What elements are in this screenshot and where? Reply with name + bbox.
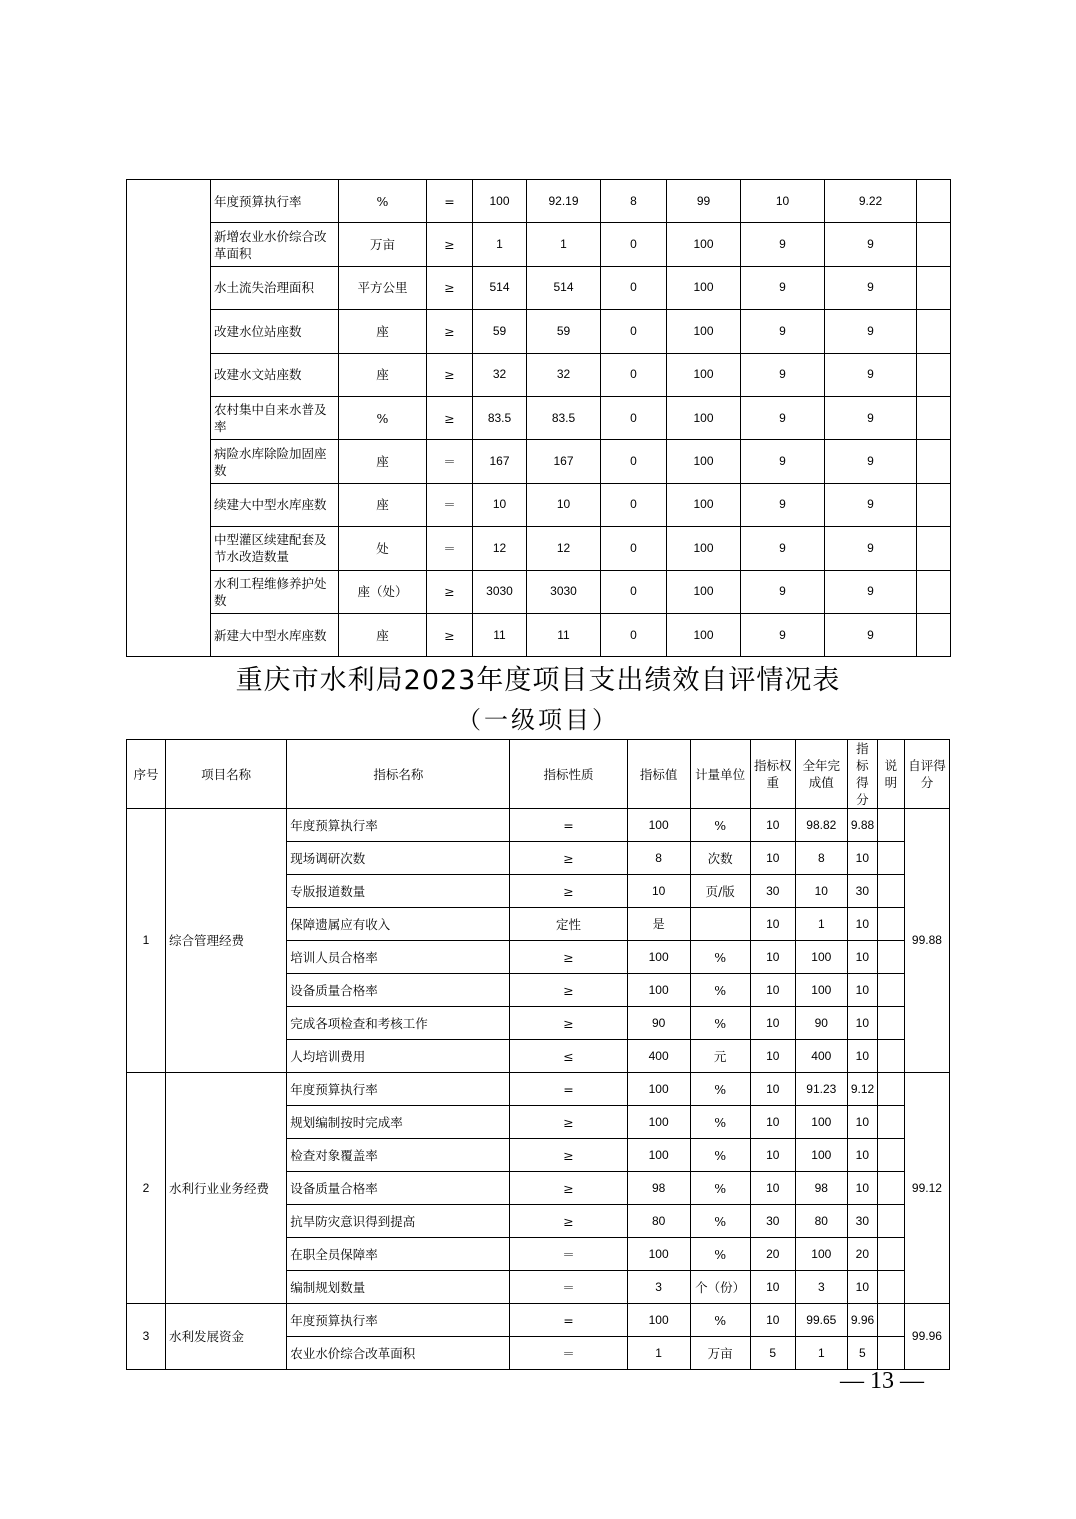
note-cell bbox=[877, 1106, 904, 1139]
completed-value: 100 bbox=[795, 974, 847, 1007]
indicator-value: 400 bbox=[627, 1040, 690, 1073]
blank-merged-cell bbox=[127, 180, 211, 657]
indicator-score: 10 bbox=[847, 1040, 877, 1073]
column-header: 全年完成值 bbox=[795, 740, 847, 809]
note-cell bbox=[877, 1304, 904, 1337]
project-number: 3 bbox=[127, 1304, 166, 1370]
unit-cell: % bbox=[690, 1205, 750, 1238]
value-cell: 0 bbox=[601, 396, 667, 439]
value-cell: 0 bbox=[601, 310, 667, 353]
indicator-name: 新建大中型水库座数 bbox=[211, 613, 339, 656]
operator-cell: ＝ bbox=[427, 483, 473, 526]
unit-cell: % bbox=[690, 809, 750, 842]
completed-value: 80 bbox=[795, 1205, 847, 1238]
indicator-name: 保障遗属应有收入 bbox=[287, 908, 510, 941]
weight-cell: 10 bbox=[750, 1040, 795, 1073]
note-cell bbox=[877, 1205, 904, 1238]
indicator-name: 新增农业水价综合改革面积 bbox=[211, 223, 339, 266]
indicator-score: 10 bbox=[847, 974, 877, 1007]
value-cell: 0 bbox=[601, 483, 667, 526]
unit-cell: 万亩 bbox=[690, 1337, 750, 1370]
actual-value: 83.5 bbox=[527, 396, 601, 439]
indicator-value: 100 bbox=[627, 941, 690, 974]
indicator-value: 98 bbox=[627, 1172, 690, 1205]
note-cell bbox=[917, 613, 951, 656]
unit-cell: % bbox=[690, 941, 750, 974]
score-cell: 9 bbox=[825, 440, 917, 483]
note-cell bbox=[917, 483, 951, 526]
indicator-nature: ＝ bbox=[510, 1337, 627, 1370]
score-cell: 9 bbox=[825, 353, 917, 396]
value-cell: 100 bbox=[667, 310, 741, 353]
actual-value: 1 bbox=[527, 223, 601, 266]
score-cell: 9 bbox=[825, 613, 917, 656]
table-row bbox=[127, 483, 951, 526]
actual-value: 12 bbox=[527, 527, 601, 570]
value-cell: 0 bbox=[601, 613, 667, 656]
indicator-nature: ≤ bbox=[510, 1040, 627, 1073]
indicator-name: 现场调研次数 bbox=[287, 842, 510, 875]
document-subtitle: （一级项目） bbox=[457, 706, 619, 734]
indicator-name: 人均培训费用 bbox=[287, 1040, 510, 1073]
table-row bbox=[127, 570, 951, 613]
indicator-name: 专版报道数量 bbox=[287, 875, 510, 908]
column-header: 指标权重 bbox=[750, 740, 795, 809]
table-row bbox=[127, 353, 951, 396]
indicator-name: 抗旱防灾意识得到提高 bbox=[287, 1205, 510, 1238]
indicator-nature: ≥ bbox=[510, 1172, 627, 1205]
table-row bbox=[127, 527, 951, 570]
note-cell bbox=[877, 908, 904, 941]
value-cell: 0 bbox=[601, 223, 667, 266]
indicator-score: 10 bbox=[847, 1106, 877, 1139]
indicator-score: 9.12 bbox=[847, 1073, 877, 1106]
actual-value: 59 bbox=[527, 310, 601, 353]
weight-cell: 10 bbox=[750, 1304, 795, 1337]
performance-table bbox=[126, 739, 950, 1370]
indicator-nature: = bbox=[510, 1304, 627, 1337]
unit-cell: % bbox=[339, 396, 427, 439]
unit-cell: 座 bbox=[339, 440, 427, 483]
indicator-nature: ≥ bbox=[510, 1139, 627, 1172]
weight-cell: 10 bbox=[750, 941, 795, 974]
note-cell bbox=[917, 310, 951, 353]
value-cell: 100 bbox=[667, 223, 741, 266]
target-value: 100 bbox=[473, 180, 527, 223]
target-value: 1 bbox=[473, 223, 527, 266]
table-row bbox=[127, 310, 951, 353]
completed-value: 100 bbox=[795, 1139, 847, 1172]
weight-cell: 10 bbox=[741, 180, 825, 223]
indicator-name: 完成各项检查和考核工作 bbox=[287, 1007, 510, 1040]
operator-cell: ＝ bbox=[427, 527, 473, 570]
completed-value: 1 bbox=[795, 908, 847, 941]
target-value: 514 bbox=[473, 266, 527, 309]
indicator-name: 年度预算执行率 bbox=[287, 1304, 510, 1337]
completed-value: 8 bbox=[795, 842, 847, 875]
value-cell: 0 bbox=[601, 570, 667, 613]
indicator-name: 年度预算执行率 bbox=[211, 180, 339, 223]
column-header: 指标名称 bbox=[287, 740, 510, 809]
column-header: 指标值 bbox=[627, 740, 690, 809]
indicator-score: 30 bbox=[847, 875, 877, 908]
weight-cell: 9 bbox=[741, 353, 825, 396]
target-value: 32 bbox=[473, 353, 527, 396]
indicator-score: 10 bbox=[847, 1007, 877, 1040]
score-cell: 9 bbox=[825, 527, 917, 570]
weight-cell: 10 bbox=[750, 842, 795, 875]
completed-value: 98.82 bbox=[795, 809, 847, 842]
indicator-value: 10 bbox=[627, 875, 690, 908]
column-header: 指标性质 bbox=[510, 740, 627, 809]
indicator-nature: ≥ bbox=[510, 941, 627, 974]
indicator-score: 10 bbox=[847, 908, 877, 941]
value-cell: 100 bbox=[667, 440, 741, 483]
unit-cell: 座 bbox=[339, 310, 427, 353]
indicator-value: 90 bbox=[627, 1007, 690, 1040]
indicator-name: 病险水库除险加固座数 bbox=[211, 440, 339, 483]
indicator-nature: ＝ bbox=[510, 1271, 627, 1304]
table-row bbox=[127, 809, 950, 842]
indicator-name: 农村集中自来水普及率 bbox=[211, 396, 339, 439]
table-row bbox=[127, 266, 951, 309]
value-cell: 100 bbox=[667, 527, 741, 570]
indicator-score: 30 bbox=[847, 1205, 877, 1238]
value-cell: 100 bbox=[667, 570, 741, 613]
indicator-name: 在职全员保障率 bbox=[287, 1238, 510, 1271]
operator-cell: ≥ bbox=[427, 266, 473, 309]
indicator-value: 1 bbox=[627, 1337, 690, 1370]
unit-cell: 万亩 bbox=[339, 223, 427, 266]
document-title: 重庆市水利局2023年度项目支出绩效自评情况表 bbox=[235, 665, 841, 696]
indicator-score: 10 bbox=[847, 1271, 877, 1304]
indicator-name: 续建大中型水库座数 bbox=[211, 483, 339, 526]
weight-cell: 20 bbox=[750, 1238, 795, 1271]
weight-cell: 10 bbox=[750, 908, 795, 941]
note-cell bbox=[917, 223, 951, 266]
indicator-score: 9.96 bbox=[847, 1304, 877, 1337]
target-value: 12 bbox=[473, 527, 527, 570]
value-cell: 0 bbox=[601, 440, 667, 483]
completed-value: 1 bbox=[795, 1337, 847, 1370]
self-score: 99.88 bbox=[904, 809, 949, 1073]
indicator-value: 100 bbox=[627, 974, 690, 1007]
operator-cell: = bbox=[427, 180, 473, 223]
unit-cell: 平方公里 bbox=[339, 266, 427, 309]
score-cell: 9 bbox=[825, 483, 917, 526]
unit-cell: 座 bbox=[339, 613, 427, 656]
unit-cell: % bbox=[690, 1073, 750, 1106]
indicator-name: 设备质量合格率 bbox=[287, 1172, 510, 1205]
indicator-nature: ≥ bbox=[510, 974, 627, 1007]
target-value: 167 bbox=[473, 440, 527, 483]
unit-cell: 次数 bbox=[690, 842, 750, 875]
weight-cell: 9 bbox=[741, 613, 825, 656]
self-score: 99.12 bbox=[904, 1073, 949, 1304]
column-header: 项目名称 bbox=[166, 740, 287, 809]
weight-cell: 10 bbox=[750, 1073, 795, 1106]
indicator-score: 10 bbox=[847, 941, 877, 974]
weight-cell: 10 bbox=[750, 1007, 795, 1040]
unit-cell: % bbox=[690, 1139, 750, 1172]
indicator-value: 是 bbox=[627, 908, 690, 941]
score-cell: 9 bbox=[825, 310, 917, 353]
unit-cell: % bbox=[690, 1304, 750, 1337]
note-cell bbox=[877, 1073, 904, 1106]
note-cell bbox=[877, 842, 904, 875]
table-row bbox=[127, 180, 951, 223]
score-cell: 9.22 bbox=[825, 180, 917, 223]
actual-value: 11 bbox=[527, 613, 601, 656]
indicator-score: 10 bbox=[847, 1172, 877, 1205]
project-name: 水利行业业务经费 bbox=[166, 1073, 287, 1304]
weight-cell: 30 bbox=[750, 875, 795, 908]
value-cell: 0 bbox=[601, 353, 667, 396]
operator-cell: ≥ bbox=[427, 310, 473, 353]
indicator-nature: ＝ bbox=[510, 1238, 627, 1271]
operator-cell: ≥ bbox=[427, 570, 473, 613]
value-cell: 0 bbox=[601, 266, 667, 309]
score-cell: 9 bbox=[825, 570, 917, 613]
weight-cell: 9 bbox=[741, 440, 825, 483]
target-value: 11 bbox=[473, 613, 527, 656]
note-cell bbox=[917, 396, 951, 439]
indicator-name: 改建水位站座数 bbox=[211, 310, 339, 353]
unit-cell: % bbox=[690, 1238, 750, 1271]
operator-cell: ≥ bbox=[427, 396, 473, 439]
completed-value: 91.23 bbox=[795, 1073, 847, 1106]
table-row bbox=[127, 440, 951, 483]
indicator-nature: = bbox=[510, 809, 627, 842]
completed-value: 100 bbox=[795, 941, 847, 974]
actual-value: 92.19 bbox=[527, 180, 601, 223]
indicator-nature: ≥ bbox=[510, 875, 627, 908]
actual-value: 32 bbox=[527, 353, 601, 396]
indicator-name: 年度预算执行率 bbox=[287, 1073, 510, 1106]
indicator-name: 水土流失治理面积 bbox=[211, 266, 339, 309]
operator-cell: ＝ bbox=[427, 440, 473, 483]
weight-cell: 9 bbox=[741, 266, 825, 309]
table-row bbox=[127, 1073, 950, 1106]
column-header: 说明 bbox=[877, 740, 904, 809]
unit-cell: 页/版 bbox=[690, 875, 750, 908]
weight-cell: 9 bbox=[741, 310, 825, 353]
note-cell bbox=[877, 1271, 904, 1304]
target-value: 10 bbox=[473, 483, 527, 526]
indicator-nature: ≥ bbox=[510, 1007, 627, 1040]
note-cell bbox=[877, 809, 904, 842]
indicator-name: 水利工程维修养护处数 bbox=[211, 570, 339, 613]
note-cell bbox=[917, 353, 951, 396]
indicator-value: 100 bbox=[627, 1106, 690, 1139]
self-score: 99.96 bbox=[904, 1304, 949, 1370]
indicator-name: 年度预算执行率 bbox=[287, 809, 510, 842]
unit-cell bbox=[690, 908, 750, 941]
project-name: 水利发展资金 bbox=[166, 1304, 287, 1370]
completed-value: 100 bbox=[795, 1238, 847, 1271]
column-header: 指标得分 bbox=[847, 740, 877, 809]
indicator-name: 培训人员合格率 bbox=[287, 941, 510, 974]
operator-cell: ≥ bbox=[427, 353, 473, 396]
note-cell bbox=[877, 1337, 904, 1370]
completed-value: 99.65 bbox=[795, 1304, 847, 1337]
weight-cell: 10 bbox=[750, 1106, 795, 1139]
note-cell bbox=[877, 1139, 904, 1172]
actual-value: 10 bbox=[527, 483, 601, 526]
indicator-nature: ≥ bbox=[510, 842, 627, 875]
value-cell: 100 bbox=[667, 396, 741, 439]
unit-cell: % bbox=[339, 180, 427, 223]
indicator-nature: = bbox=[510, 1073, 627, 1106]
completed-value: 400 bbox=[795, 1040, 847, 1073]
weight-cell: 10 bbox=[750, 1172, 795, 1205]
indicator-value: 100 bbox=[627, 1139, 690, 1172]
unit-cell: 个（份） bbox=[690, 1271, 750, 1304]
weight-cell: 9 bbox=[741, 396, 825, 439]
actual-value: 3030 bbox=[527, 570, 601, 613]
column-header: 序号 bbox=[127, 740, 166, 809]
continued-indicator-table bbox=[126, 179, 951, 657]
completed-value: 90 bbox=[795, 1007, 847, 1040]
score-cell: 9 bbox=[825, 266, 917, 309]
weight-cell: 10 bbox=[750, 809, 795, 842]
value-cell: 8 bbox=[601, 180, 667, 223]
actual-value: 167 bbox=[527, 440, 601, 483]
weight-cell: 5 bbox=[750, 1337, 795, 1370]
value-cell: 100 bbox=[667, 353, 741, 396]
unit-cell: % bbox=[690, 1172, 750, 1205]
column-header: 计量单位 bbox=[690, 740, 750, 809]
note-cell bbox=[917, 266, 951, 309]
score-cell: 9 bbox=[825, 223, 917, 266]
target-value: 83.5 bbox=[473, 396, 527, 439]
page-number: — 13 — bbox=[840, 1368, 924, 1394]
indicator-name: 农业水价综合改革面积 bbox=[287, 1337, 510, 1370]
note-cell bbox=[877, 875, 904, 908]
note-cell bbox=[917, 180, 951, 223]
project-number: 2 bbox=[127, 1073, 166, 1304]
weight-cell: 9 bbox=[741, 223, 825, 266]
value-cell: 100 bbox=[667, 483, 741, 526]
unit-cell: % bbox=[690, 974, 750, 1007]
indicator-value: 100 bbox=[627, 809, 690, 842]
indicator-name: 规划编制按时完成率 bbox=[287, 1106, 510, 1139]
indicator-nature: ≥ bbox=[510, 1205, 627, 1238]
indicator-value: 80 bbox=[627, 1205, 690, 1238]
performance-table-body bbox=[127, 740, 950, 1370]
weight-cell: 30 bbox=[750, 1205, 795, 1238]
weight-cell: 9 bbox=[741, 483, 825, 526]
actual-value: 514 bbox=[527, 266, 601, 309]
note-cell bbox=[877, 974, 904, 1007]
weight-cell: 10 bbox=[750, 1271, 795, 1304]
note-cell bbox=[877, 1172, 904, 1205]
unit-cell: 座（处） bbox=[339, 570, 427, 613]
table-row bbox=[127, 1304, 950, 1337]
indicator-name: 中型灌区续建配套及节水改造数量 bbox=[211, 527, 339, 570]
indicator-name: 设备质量合格率 bbox=[287, 974, 510, 1007]
note-cell bbox=[877, 941, 904, 974]
value-cell: 99 bbox=[667, 180, 741, 223]
weight-cell: 9 bbox=[741, 570, 825, 613]
operator-cell: ≥ bbox=[427, 223, 473, 266]
project-name: 综合管理经费 bbox=[166, 809, 287, 1073]
weight-cell: 10 bbox=[750, 974, 795, 1007]
unit-cell: % bbox=[690, 1007, 750, 1040]
unit-cell: 处 bbox=[339, 527, 427, 570]
indicator-score: 20 bbox=[847, 1238, 877, 1271]
indicator-score: 5 bbox=[847, 1337, 877, 1370]
indicator-nature: 定性 bbox=[510, 908, 627, 941]
unit-cell: 座 bbox=[339, 483, 427, 526]
table-row bbox=[127, 613, 951, 656]
column-header: 自评得分 bbox=[904, 740, 949, 809]
indicator-value: 100 bbox=[627, 1304, 690, 1337]
indicator-name: 检查对象覆盖率 bbox=[287, 1139, 510, 1172]
unit-cell: 元 bbox=[690, 1040, 750, 1073]
value-cell: 0 bbox=[601, 527, 667, 570]
target-value: 3030 bbox=[473, 570, 527, 613]
note-cell bbox=[877, 1007, 904, 1040]
value-cell: 100 bbox=[667, 266, 741, 309]
indicator-nature: ≥ bbox=[510, 1106, 627, 1139]
continued-table-body bbox=[127, 180, 951, 657]
note-cell bbox=[877, 1238, 904, 1271]
indicator-name: 改建水文站座数 bbox=[211, 353, 339, 396]
indicator-score: 10 bbox=[847, 842, 877, 875]
indicator-score: 9.88 bbox=[847, 809, 877, 842]
note-cell bbox=[917, 527, 951, 570]
note-cell bbox=[877, 1040, 904, 1073]
operator-cell: ≥ bbox=[427, 613, 473, 656]
unit-cell: % bbox=[690, 1106, 750, 1139]
table-header-row bbox=[127, 740, 950, 809]
indicator-score: 10 bbox=[847, 1139, 877, 1172]
indicator-name: 编制规划数量 bbox=[287, 1271, 510, 1304]
completed-value: 3 bbox=[795, 1271, 847, 1304]
completed-value: 100 bbox=[795, 1106, 847, 1139]
indicator-value: 100 bbox=[627, 1073, 690, 1106]
target-value: 59 bbox=[473, 310, 527, 353]
note-cell bbox=[917, 570, 951, 613]
note-cell bbox=[917, 440, 951, 483]
score-cell: 9 bbox=[825, 396, 917, 439]
weight-cell: 9 bbox=[741, 527, 825, 570]
indicator-value: 100 bbox=[627, 1238, 690, 1271]
table-row bbox=[127, 396, 951, 439]
completed-value: 10 bbox=[795, 875, 847, 908]
value-cell: 100 bbox=[667, 613, 741, 656]
completed-value: 98 bbox=[795, 1172, 847, 1205]
table-row bbox=[127, 223, 951, 266]
unit-cell: 座 bbox=[339, 353, 427, 396]
indicator-value: 8 bbox=[627, 842, 690, 875]
indicator-value: 3 bbox=[627, 1271, 690, 1304]
project-number: 1 bbox=[127, 809, 166, 1073]
weight-cell: 10 bbox=[750, 1139, 795, 1172]
